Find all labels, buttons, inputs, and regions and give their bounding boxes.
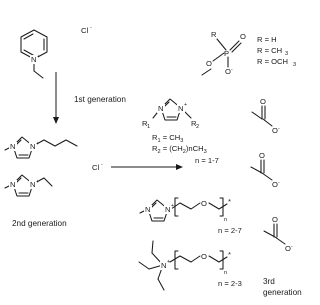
emim-plus: +: [36, 179, 40, 185]
acetate2-oxide: O: [285, 244, 291, 253]
generic-r2: R: [191, 119, 197, 128]
phosphonate-minus: -: [231, 67, 233, 73]
peg-am-n: n: [224, 270, 228, 276]
acetate-o: O: [259, 151, 265, 160]
ammonium-n: N: [161, 261, 167, 270]
generic-r1-index: 1: [147, 124, 151, 130]
phosphonate-ether-o: O: [206, 59, 212, 68]
formate-anion: [252, 97, 280, 135]
peg-im-n: n: [224, 217, 228, 223]
caption-3rd: 3rd: [263, 277, 275, 286]
caption-2nd-generation: 2nd generation: [12, 219, 67, 228]
butyl-methylimidazolium: [5, 137, 77, 158]
peg-am-star: *: [228, 250, 231, 259]
chloride-anion: Cl: [81, 26, 89, 35]
imidazolium-n3: N: [30, 142, 36, 151]
generic-imidazolium: [142, 99, 199, 130]
n-range-2-7: n = 2-7: [218, 226, 242, 235]
phosphonate-oxo: O: [240, 32, 246, 41]
imidazolium-n1: N: [10, 142, 16, 151]
ethyl-methylimidazolium: [5, 175, 52, 196]
pyridinium-n-label: N: [31, 55, 37, 64]
peg-ammonium: [139, 241, 242, 290]
phosphonate-legend: [257, 35, 296, 68]
pyridinium-cation: [21, 30, 47, 78]
legend-line-3-sub: 3: [293, 62, 297, 68]
legend-line-2-sub: 3: [285, 51, 289, 57]
r2-definition: $R_2 = (CH_2)nCH_3$: [152, 144, 207, 155]
phosphonate-anion: [202, 30, 246, 76]
emim-n1: N: [10, 180, 16, 189]
acetate2-minus: -: [291, 244, 293, 250]
n-range-2-3: n = 2-3: [218, 279, 242, 288]
caption-3rd-generation: generation: [263, 288, 302, 297]
imidazolium-plus: +: [36, 141, 40, 147]
n-range-1-7: n = 1-7: [195, 156, 219, 165]
acetate-minus: -: [278, 180, 280, 186]
generic-n3: N: [178, 104, 184, 113]
generic-plus: +: [184, 102, 188, 108]
chloride-anion-2: Cl: [92, 163, 100, 172]
caption-1st-generation: 1st generation: [74, 95, 126, 104]
peg-im-n1: N: [145, 205, 151, 214]
peg-im-star: *: [228, 197, 231, 206]
r1-definition: $R_1 = CH_3$: [152, 133, 184, 144]
legend-line-3: R = OCH: [257, 57, 289, 66]
legend-line-2: R = CH: [257, 46, 283, 55]
chloride-charge: -: [90, 25, 92, 31]
formate-minus: -: [278, 126, 280, 132]
acetate-anion: [251, 151, 280, 189]
acetate-anion-2: [264, 215, 293, 253]
phosphonate-oxide: O: [225, 67, 231, 76]
generic-n1: N: [158, 104, 164, 113]
emim-n3: N: [30, 180, 36, 189]
peg-im-plus: +: [171, 203, 175, 209]
substituent-definitions: [152, 133, 219, 165]
legend-line-1: R = H: [257, 35, 277, 44]
peg-im-n3: N: [165, 205, 171, 214]
formate-oxide: O: [272, 126, 278, 135]
generic-r1: R: [142, 119, 148, 128]
phosphonate-r: R: [211, 30, 217, 39]
acetate2-o: O: [272, 215, 278, 224]
peg-am-ether-o: O: [201, 252, 207, 261]
peg-im-ether-o: O: [201, 199, 207, 208]
formate-o: O: [260, 97, 266, 106]
ammonium-plus: +: [167, 259, 171, 265]
acetate-oxide: O: [272, 180, 278, 189]
phosphonate-p: P: [224, 49, 230, 58]
generic-r2-index: 2: [196, 124, 200, 130]
chloride-charge-2: -: [101, 162, 103, 168]
peg-imidazolium: [140, 197, 242, 235]
pyridinium-plus: +: [37, 54, 41, 60]
